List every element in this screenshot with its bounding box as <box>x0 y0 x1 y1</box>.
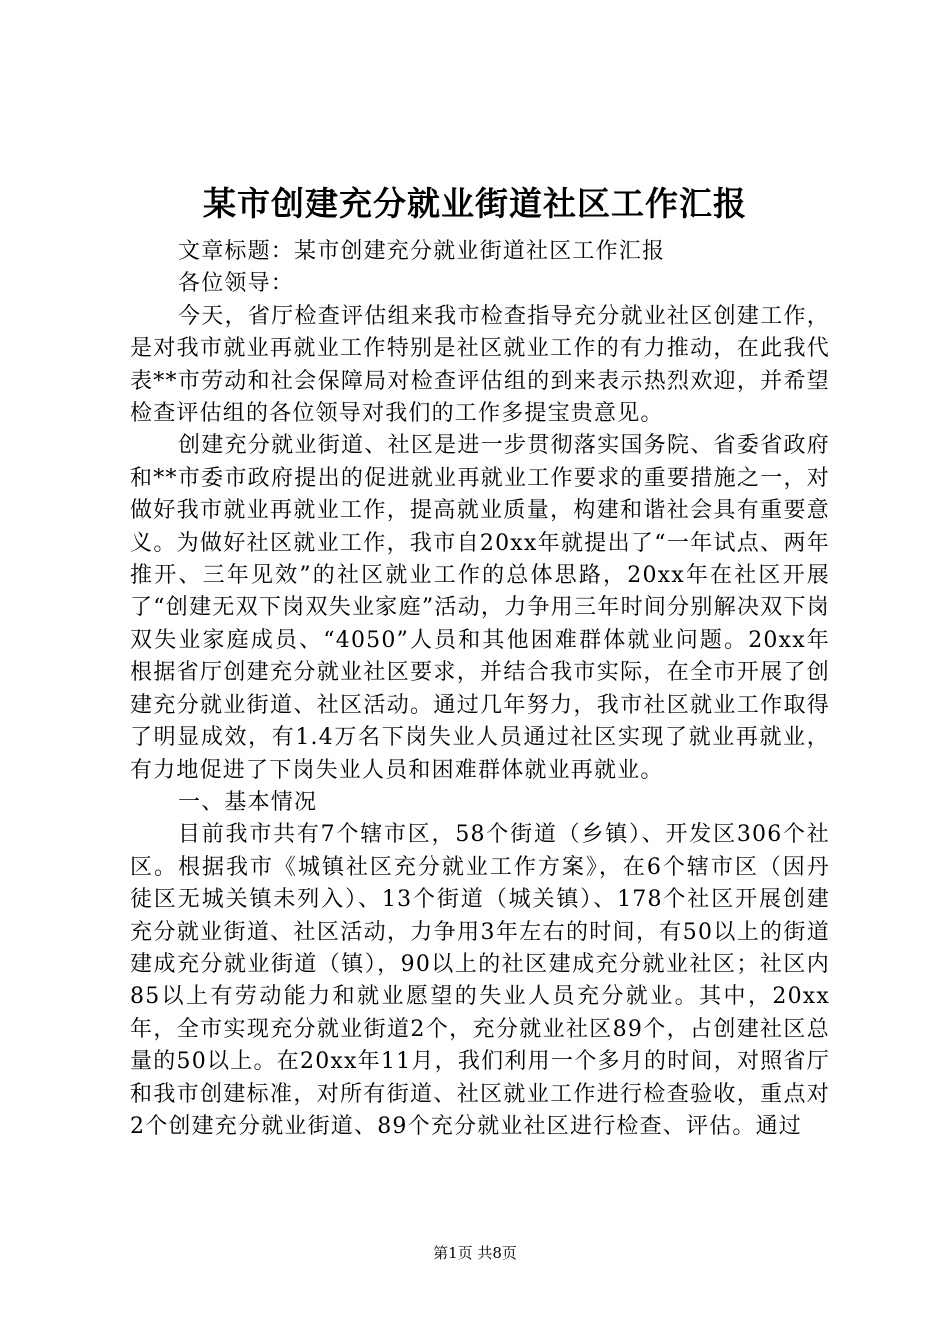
document-body <box>130 236 830 1143</box>
paragraph-welcome: 今天，省厅检查评估组来我市检查指导充分就业社区创建工作，是对我市就业再就业工作特别是社区就业工作的有力推动，在此我代表**市劳动和社会保障局对检查评估组的到来表示热烈欢迎，并希望检查评估组的各位领导对我们的工作多提宝贵意见。 <box>130 303 830 427</box>
section-heading-basic-situation: 一、基本情况 <box>178 789 318 815</box>
paragraph-background: 创建充分就业街道、社区是进一步贯彻落实国务院、省委省政府和**市委市政府提出的促进就业再就业工作要求的重要措施之一，对做好我市就业再就业工作，提高就业质量，构建和谐社会具有重要意义。为做好社区就业工作，我市自20xx年就提出了“一年试点、两年推开、三年见效”的社区就业工作的总体思路，20xx年在社区开展了“创建无双下岗双失业家庭”活动，力争用三年时间分别解决双下岗双失业家庭成员、“4050”人员和其他困难群体就业问题。20xx年根据省厅创建充分就业社区要求，并结合我市实际，在全市开展了创建充分就业街道、社区活动。通过几年努力，我市社区就业工作取得了明显成效，有1.4万名下岗失业人员通过社区实现了就业再就业，有力地促进了下岗失业人员和困难群体就业再就业。 <box>130 433 830 783</box>
document-title: 某市创建充分就业街道社区工作汇报 <box>203 184 747 223</box>
salutation: 各位领导： <box>178 271 295 297</box>
page-number-footer: 第1页 共8页 <box>433 1244 517 1262</box>
paragraph-basic-situation: 目前我市共有7个辖市区，58个街道（乡镇）、开发区306个社区。根据我市《城镇社区充分就业工作方案》，在6个辖市区（因丹徒区无城关镇未列入）、13个街道（城关镇）、178个社区开展创建充分就业街道、社区活动，力争用3年左右的时间，有50以上的街道建成充分就业街道（镇），90以上的社区建成充分就业社区；社区内85以上有劳动能力和就业愿望的失业人员充分就业。其中，20xx年，全市实现充分就业街道2个，充分就业社区89个，占创建社区总量的50以上。在20xx年11月，我们利用一个多月的时间，对照省厅和我市创建标准，对所有街道、社区就业工作进行检查验收，重点对2个创建充分就业街道、89个充分就业社区进行检查、评估。通过 <box>130 822 830 1139</box>
article-title-line: 文章标题：某市创建充分就业街道社区工作汇报 <box>178 239 666 264</box>
